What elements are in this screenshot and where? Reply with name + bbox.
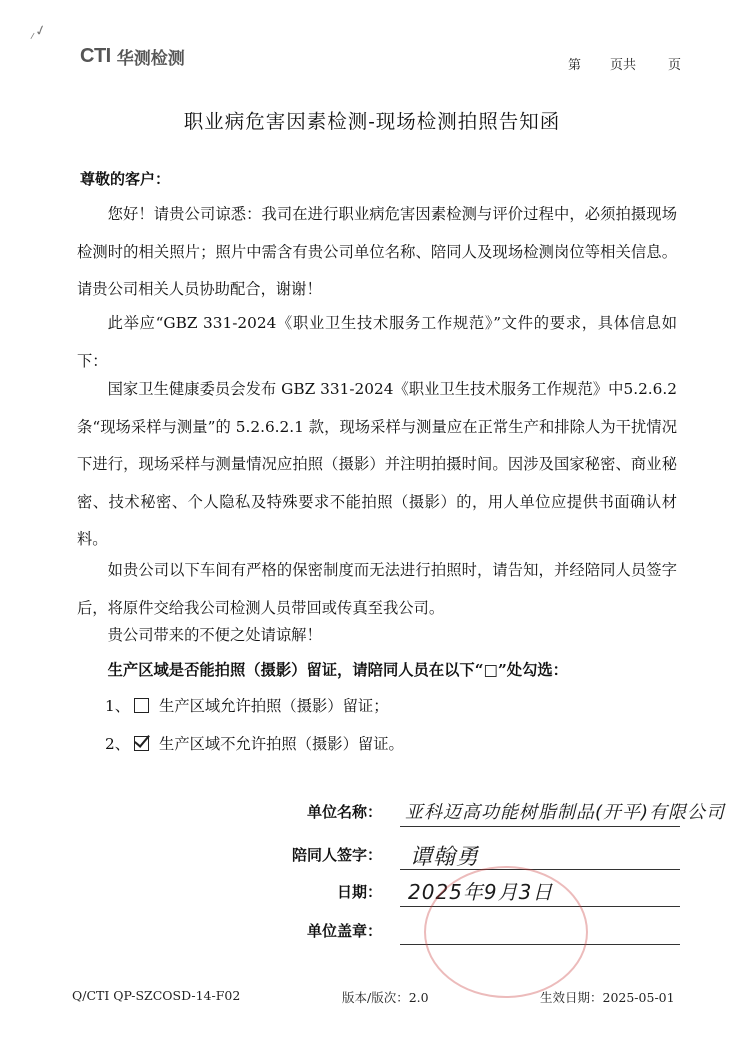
logo-cti: CTI [80,45,111,67]
date-handwriting: 2025年9月3日 [408,880,554,904]
corner-scribble-icon: ⸝✓ [26,21,49,43]
paragraph-intro: 您好！请贵公司谅悉：我司在进行职业病危害因素检测与评价过程中，必须拍摄现场检测时的相关照片；照片中需含有贵公司单位名称、陪同人及现场检测岗位等相关信息。请贵公司相关人员协助配合，谢谢！ [77,205,677,298]
company-logo [80,44,185,69]
date-label: 日期： [336,883,382,901]
option-allow[interactable] [105,694,389,716]
document-title: 职业病危害因素检测-现场检测拍照告知函 [183,110,561,133]
companion-signature: 谭翰勇 [410,845,480,870]
option-number: 2、 [105,735,131,753]
checkbox-allow[interactable] [134,698,149,713]
paragraph-standard: 此举应“GBZ 331-2024《职业卫生技术服务工作规范》”文件的要求，具体信息如下： [77,314,677,370]
paragraph-instruction: 生产区域是否能拍照（摄影）留证，请陪同人员在以下“□”处勾选： [107,661,568,679]
option-number: 1、 [105,697,131,715]
unit-name-line [400,826,680,827]
option-label: 生产区域允许拍照（摄影）留证； [159,697,389,715]
checkbox-deny[interactable] [134,736,149,751]
stamp-label: 单位盖章： [306,922,382,940]
companion-label: 陪同人签字： [291,846,382,864]
page-ye: 页 [668,58,682,73]
footer-version: 版本/版次：2.0 [342,990,429,1005]
company-seal-icon [424,866,588,998]
page-di: 第 [568,58,582,73]
paragraph-apology: 贵公司带来的不便之处请谅解！ [107,626,322,644]
paragraph-clause: 国家卫生健康委员会发布 GBZ 331-2024《职业卫生技术服务工作规范》中5.2.6.2 条“现场采样与测量”的 5.2.6.2.1 款，现场采样与测量应在正常生产和排除人为干扰情况下进行，现场采样与测量情况应拍照（摄影）并注明拍摄时间。因涉及国家秘密、商业秘密、技术秘密、个人隐私及特殊要求不能拍照（摄影）的，用人单位应提供书面确认材料。 [77,380,677,548]
footer-code: Q/CTI QP-SZCOSD-14-F02 [72,988,241,1003]
page-ye-gong: 页共 [610,58,637,73]
unit-name-label: 单位名称： [306,803,382,821]
paragraph-confidential: 如贵公司以下车间有严格的保密制度而无法进行拍照时，请告知，并经陪同人员签字后，将原件交给我公司检测人员带回或传真至我公司。 [77,561,677,617]
companion-line [400,869,680,870]
footer-effective-date: 生效日期：2025-05-01 [540,990,675,1005]
unit-name-handwriting: 亚科迈高功能树脂制品(开平)有限公司 [405,802,726,823]
logo-cn: 华测检测 [116,49,185,69]
option-deny[interactable] [105,732,404,754]
greeting: 尊敬的客户： [80,170,171,188]
option-label: 生产区域不允许拍照（摄影）留证。 [159,735,404,753]
